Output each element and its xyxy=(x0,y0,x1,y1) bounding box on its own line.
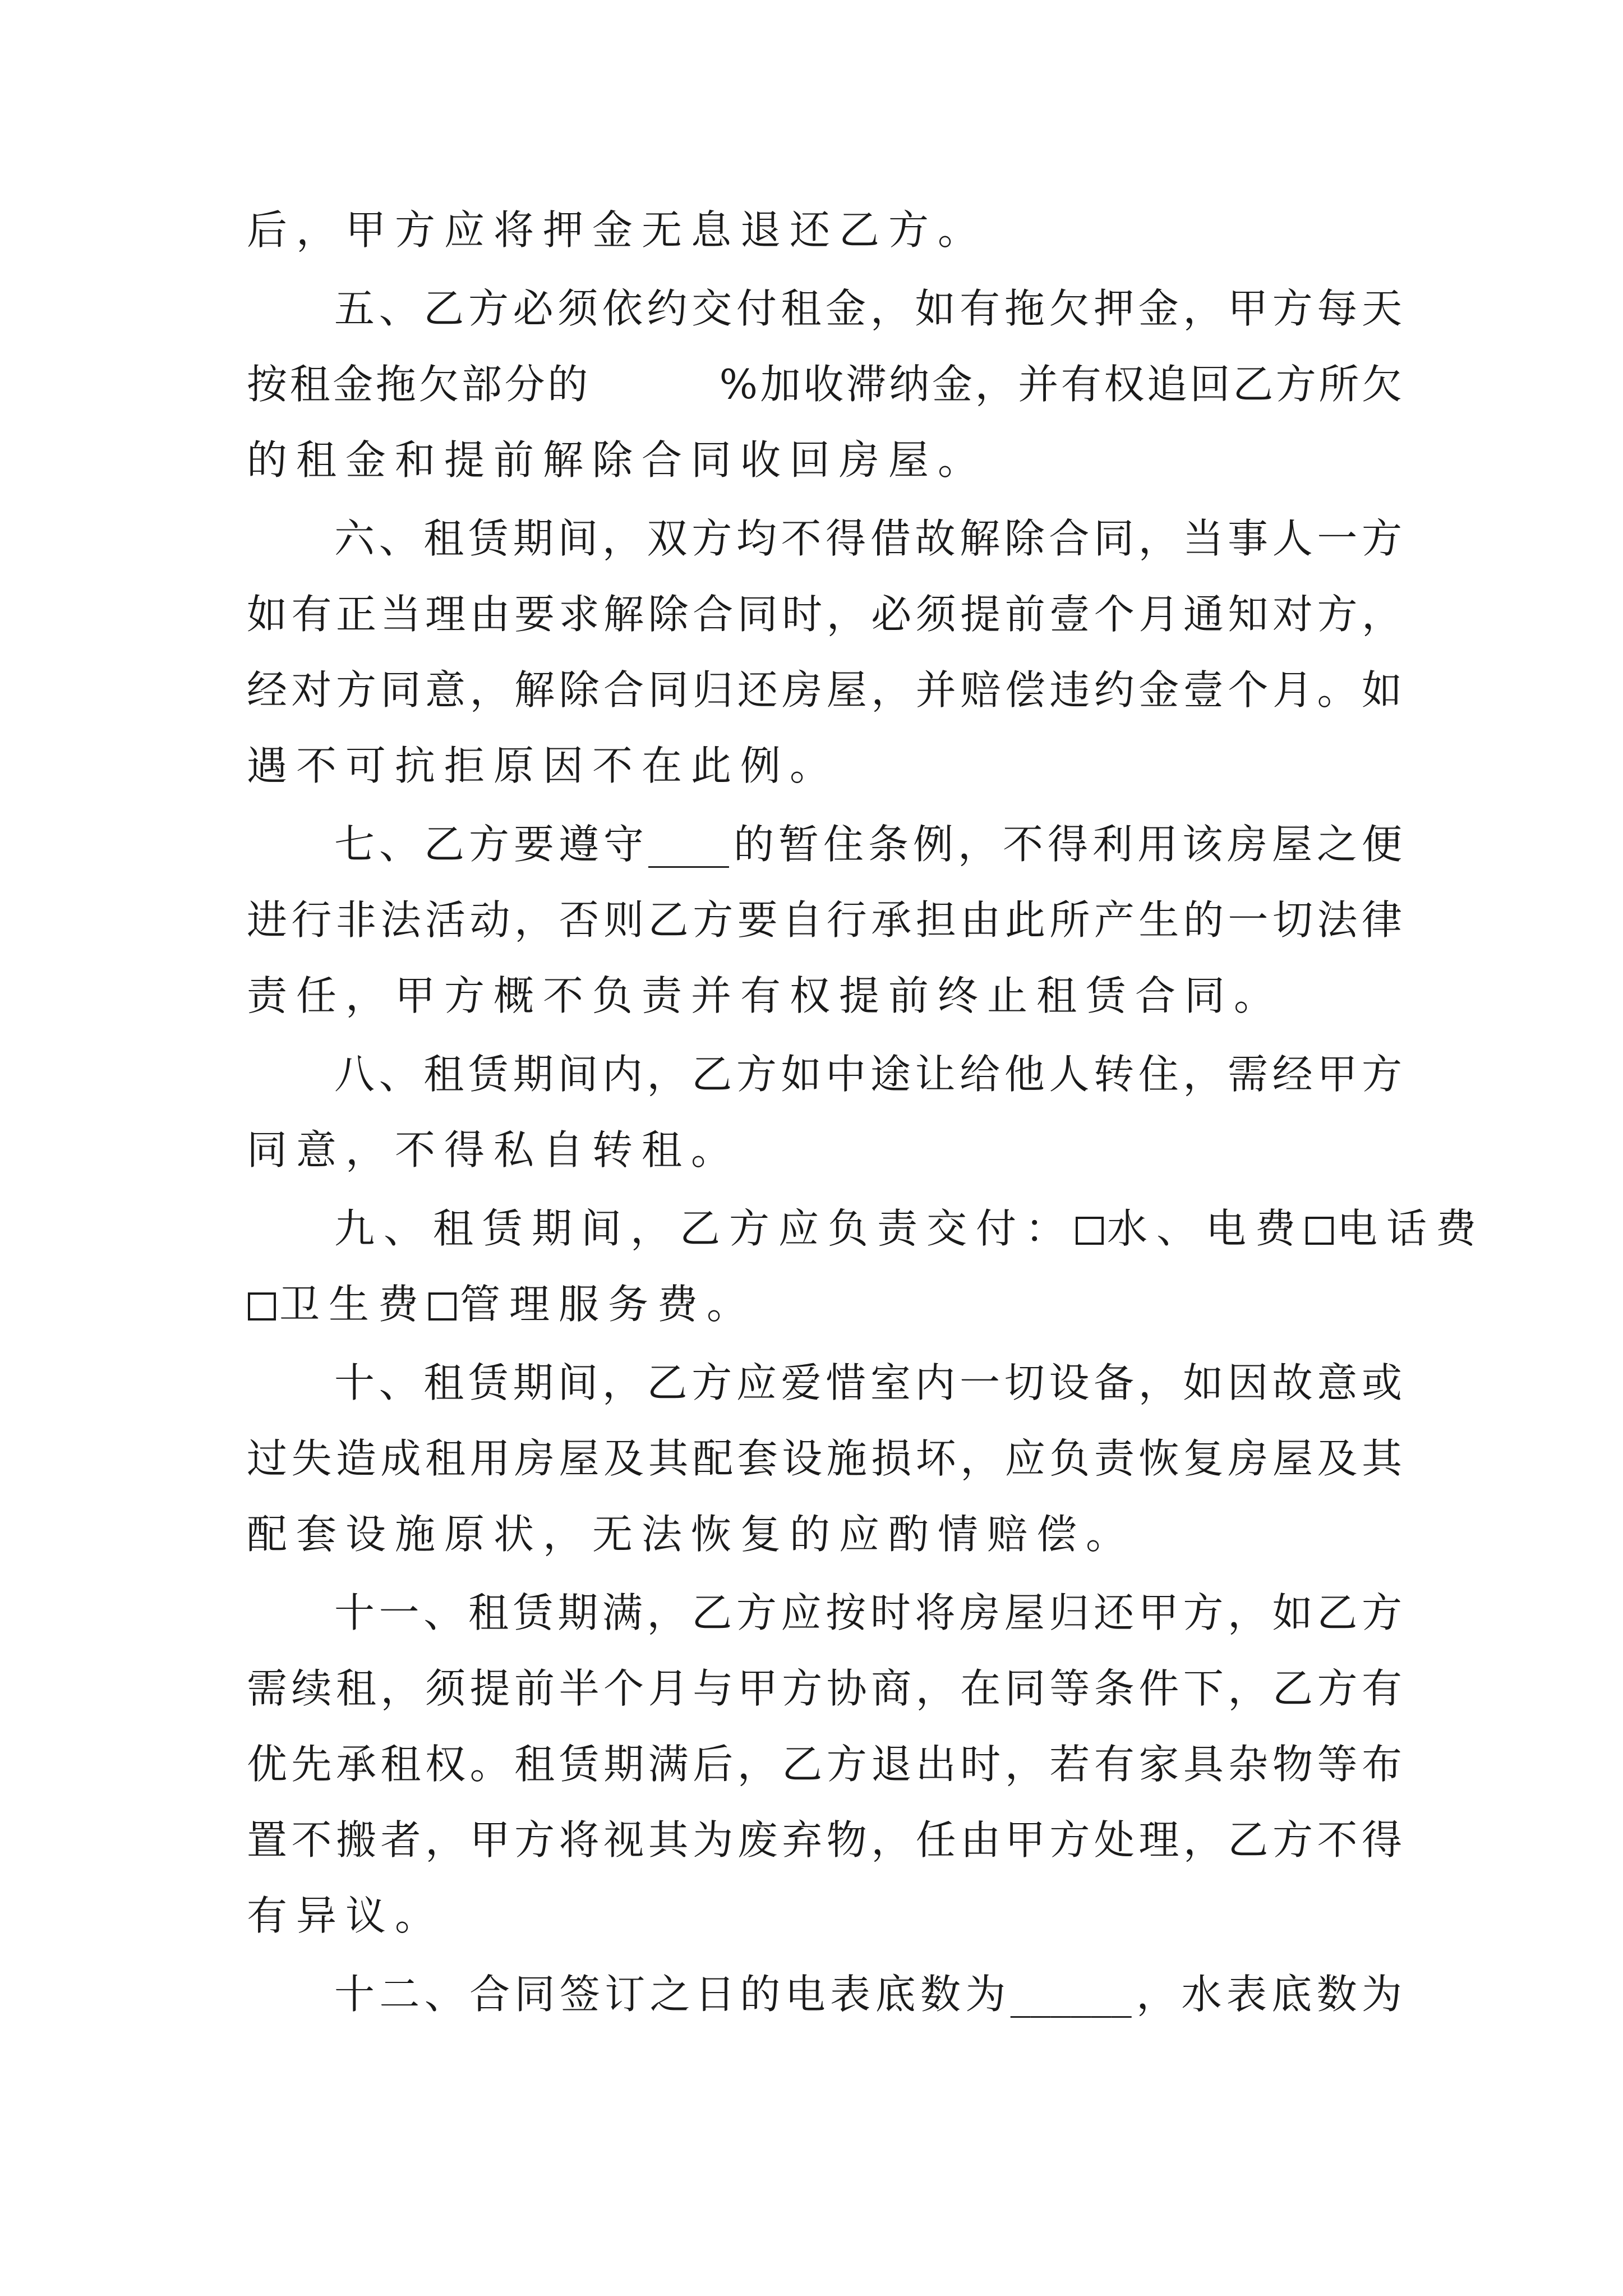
clause-5-line-3: 的租金和提前解除合同收回房屋。 xyxy=(247,436,988,484)
clause-11-line-3: 优先承租权。租赁期满后，乙方退出时，若有家具杂物等布 xyxy=(247,1741,1402,1788)
clause-11-line-4: 置不搬者，甲方将视其为废弃物，任由甲方处理，乙方不得 xyxy=(247,1816,1402,1864)
clause-6-line-3: 经对方同意，解除合同归还房屋，并赔偿违约金壹个月。如 xyxy=(247,666,1402,714)
clause-11-line-5: 有异议。 xyxy=(247,1892,445,1939)
checkbox-water-electricity[interactable] xyxy=(1076,1217,1104,1245)
clause-6-line-1: 六、租赁期间，双方均不得借故解除合同，当事人一方 xyxy=(334,515,1402,562)
clause-10-line-1: 十、租赁期间，乙方应爱惜室内一切设备，如因故意或 xyxy=(334,1359,1402,1406)
clause-7-line-2: 进行非法活动，否则乙方要自行承担由此所产生的一切法律 xyxy=(247,896,1402,944)
clause-8-line-1: 八、租赁期间内，乙方如中途让给他人转住，需经甲方 xyxy=(334,1051,1402,1098)
option-sanitation: 卫生费 xyxy=(279,1281,428,1328)
clause-10-line-2: 过失造成租用房屋及其配套设施损坏，应负责恢复房屋及其 xyxy=(247,1435,1402,1482)
clause-9-line-2 xyxy=(247,1276,1402,1332)
clause-12-line-1: 十二、合同签订之日的电表底数为______，水表底数为 xyxy=(334,1971,1402,2018)
clause-5-line-2: 按租金拖欠部分的 %加收滞纳金，并有权追回乙方所欠 xyxy=(247,361,1402,408)
clause-6-line-2: 如有正当理由要求解除合同时，必须提前壹个月通知对方， xyxy=(247,591,1402,638)
clause-5-line-1: 五、乙方必须依约交付租金，如有拖欠押金，甲方每天 xyxy=(334,285,1402,332)
clause-9-text: 九、租赁期间，乙方应负责交付： xyxy=(334,1205,1075,1252)
clause-8-line-2: 同意，不得私自转租。 xyxy=(247,1126,741,1174)
checkbox-phone[interactable] xyxy=(1306,1217,1334,1245)
clause-11-line-1: 十一、租赁期满，乙方应按时将房屋归还甲方，如乙方 xyxy=(334,1589,1402,1636)
clause-11-line-2: 需续租，须提前半个月与甲方协商，在同等条件下，乙方有 xyxy=(247,1665,1402,1712)
clause-6-line-4: 遇不可抗拒原因不在此例。 xyxy=(247,742,840,789)
checkbox-sanitation[interactable] xyxy=(248,1292,276,1320)
clause-7-line-1: 七、乙方要遵守____的暂住条例，不得利用该房屋之便 xyxy=(334,821,1402,868)
option-phone: 电话费 xyxy=(1337,1205,1486,1252)
option-management: 管理服务费。 xyxy=(460,1281,757,1328)
clause-7-line-3: 责任，甲方概不负责并有权提前终止租赁合同。 xyxy=(247,972,1284,1019)
paragraph-line: 后，甲方应将押金无息退还乙方。 xyxy=(247,206,988,254)
clause-10-line-3: 配套设施原状，无法恢复的应酌情赔偿。 xyxy=(247,1511,1136,1558)
option-water-electricity: 水、电费 xyxy=(1107,1205,1305,1252)
clause-9-line-1 xyxy=(334,1200,1486,1257)
checkbox-management[interactable] xyxy=(428,1292,457,1320)
